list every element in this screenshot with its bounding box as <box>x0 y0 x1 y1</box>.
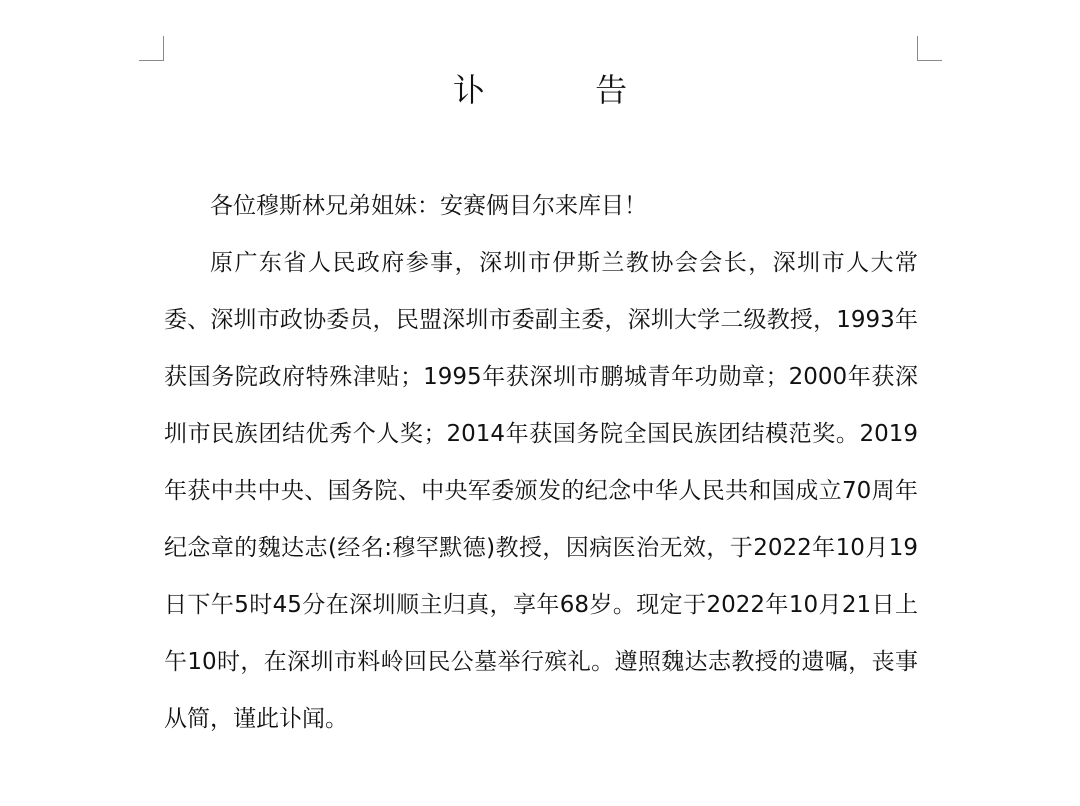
document-body <box>164 178 918 748</box>
page-corner-mark-top-left <box>139 36 164 61</box>
document-title: 讣 告 <box>452 71 678 109</box>
greeting-paragraph: 各位穆斯林兄弟姐妹：安赛俩目尔来库目！ <box>210 193 647 219</box>
obituary-paragraph: 原广东省人民政府参事，深圳市伊斯兰教协会会长，深圳市人大常委、深圳市政协委员，民盟深圳市委副主委，深圳大学二级教授，1993年获国务院政府特殊津贴；1995年获深圳市鹏城青年功勋章；2000年获深圳市民族团结优秀个人奖；2014年获国务院全国民族团结模范奖。2019年获中共中央、国务院、中央军委颁发的纪念中华人民共和国成立70周年纪念章的魏达志(经名:穆罕默德)教授，因病医治无效，于2022年10月19日下午5时45分在深圳顺主归真，享年68岁。现定于2022年10月21日上午10时，在深圳市料岭回民公墓举行殡礼。遵照魏达志教授的遗嘱，丧事从简，谨此讣闻。 <box>164 250 918 732</box>
page-corner-mark-top-right <box>917 36 942 61</box>
